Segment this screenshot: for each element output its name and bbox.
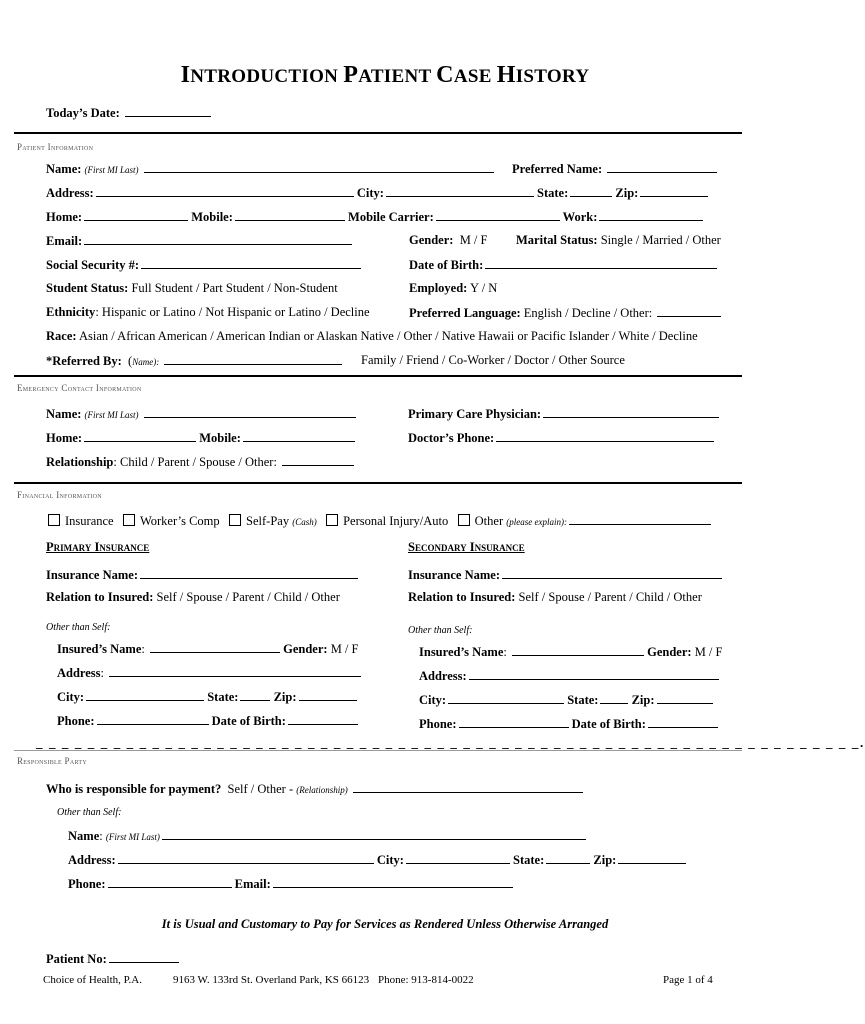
primary-address-field[interactable] <box>109 664 361 677</box>
secondary-address-field[interactable] <box>469 667 719 680</box>
pcp-row: Primary Care Physician: <box>408 405 719 422</box>
payment-notice: It is Usual and Customary to Pay for Services as Rendered Unless Otherwise Arranged <box>161 917 609 931</box>
race-row: Race: Asian / African American / American Indian or Alaskan Native / Other / Native Hawaii or Pacific Islander / White / Decline <box>46 329 698 343</box>
marital-status-row: Marital Status: Single / Married / Other <box>516 233 721 247</box>
student-options[interactable]: Full Student / Part Student / Non-Student <box>131 281 338 295</box>
ssn-row: Social Security #: <box>46 256 361 273</box>
footer-company: Choice of Health, P.A. <box>43 974 142 986</box>
section-financial-information: Financial Information <box>17 490 102 500</box>
responsible-email-field[interactable] <box>273 875 513 888</box>
footer-address: 9163 W. 133rd St. Overland Park, KS 66123 <box>173 974 370 986</box>
dob-field[interactable] <box>485 256 717 269</box>
referred-name-field[interactable] <box>164 352 342 365</box>
doctor-phone-row: Doctor’s Phone: <box>408 429 714 446</box>
city-field[interactable] <box>386 184 534 197</box>
primary-insured-name-field[interactable] <box>150 640 280 653</box>
section-responsible-party: Responsible Party <box>17 756 88 766</box>
emergency-phone-row: Home: Mobile: <box>46 429 355 446</box>
responsible-other-than-self: Other than Self: <box>57 807 122 818</box>
ethnicity-row: Ethnicity: Hispanic or Latino / Not Hispanic or Latino / Decline <box>46 305 370 319</box>
dob-row: Date of Birth: <box>409 256 717 273</box>
employed-row: Employed: Y / N <box>409 281 498 295</box>
responsible-address-field[interactable] <box>118 851 374 864</box>
primary-city-field[interactable] <box>86 688 204 701</box>
responsible-state-field[interactable] <box>546 851 590 864</box>
responsible-phone-row: Phone: Email: <box>68 875 513 892</box>
ssn-field[interactable] <box>141 256 361 269</box>
relationship-row: Relationship: Child / Parent / Spouse / Other: <box>46 453 354 470</box>
divider <box>14 132 742 134</box>
secondary-address-row: Address: <box>419 667 719 684</box>
home-phone-field[interactable] <box>84 208 188 221</box>
preferred-name-field[interactable] <box>607 160 717 173</box>
secondary-insured-name-row: Insured’s Name: Gender: M / F <box>419 645 723 659</box>
emergency-home-field[interactable] <box>84 429 196 442</box>
responsible-zip-field[interactable] <box>618 851 686 864</box>
responsible-address-row: Address: City: State: Zip: <box>68 851 686 868</box>
email-row: Email: <box>46 232 352 249</box>
secondary-relation-options[interactable]: Self / Spouse / Parent / Child / Other <box>518 590 702 604</box>
section-patient-information: Patient Information <box>17 142 94 152</box>
doctor-phone-field[interactable] <box>496 429 714 442</box>
primary-address-row: Address: <box>57 664 361 681</box>
personal-injury-checkbox[interactable]: Personal Injury/Auto <box>326 514 448 528</box>
patient-number-field[interactable] <box>109 950 179 963</box>
primary-relation-options[interactable]: Self / Spouse / Parent / Child / Other <box>156 590 340 604</box>
divider <box>14 482 742 484</box>
responsible-payment-row: Who is responsible for payment? Self / Other - (Relationship) <box>46 780 583 798</box>
email-field[interactable] <box>84 232 352 245</box>
gender-options[interactable]: M / F <box>459 233 488 247</box>
marital-options[interactable]: Single / Married / Other <box>600 233 721 247</box>
gender-row: Gender: M / F <box>409 233 488 247</box>
responsible-name-row: Name: (First MI Last) <box>68 827 586 845</box>
primary-relation-row: Relation to Insured: Self / Spouse / Parent / Child / Other <box>46 590 340 604</box>
secondary-other-than-self: Other than Self: <box>408 625 473 636</box>
secondary-phone-field[interactable] <box>459 715 569 728</box>
primary-insurance-name-field[interactable] <box>140 566 358 579</box>
address-field[interactable] <box>96 184 354 197</box>
responsible-name-field[interactable] <box>162 827 586 840</box>
primary-insurance-name-row: Insurance Name: <box>46 566 358 583</box>
secondary-insurance-name-field[interactable] <box>502 566 722 579</box>
workers-comp-checkbox[interactable]: Worker’s Comp <box>123 514 220 528</box>
secondary-relation-row: Relation to Insured: Self / Spouse / Parent / Child / Other <box>408 590 702 604</box>
relationship-other-field[interactable] <box>282 453 354 466</box>
work-phone-field[interactable] <box>599 208 703 221</box>
referral-source-options[interactable]: Family / Friend / Co-Worker / Doctor / Other Source <box>361 353 625 367</box>
primary-dob-field[interactable] <box>288 712 358 725</box>
patient-name-row: Name: (First MI Last) <box>46 160 494 178</box>
secondary-dob-field[interactable] <box>648 715 718 728</box>
race-options[interactable]: Asian / African American / American Indian or Alaskan Native / Other / Native Hawaii or Pacific Islander / White / Decline <box>78 329 698 343</box>
todays-date-row: Today’s Date: <box>46 104 211 121</box>
footer-page-number: Page 1 of 4 <box>663 974 713 986</box>
preferred-name-row: Preferred Name: <box>512 160 717 177</box>
zip-field[interactable] <box>640 184 708 197</box>
secondary-insurance-heading: Secondary Insurance <box>408 540 525 554</box>
payment-type-row <box>48 512 711 530</box>
secondary-city-row: City: State: Zip: <box>419 691 713 708</box>
secondary-insured-name-field[interactable] <box>512 643 644 656</box>
primary-insurance-heading: Primary Insurance <box>46 540 150 554</box>
emergency-name-field[interactable] <box>144 405 356 418</box>
other-payment-checkbox[interactable]: Other (please explain): <box>458 514 567 528</box>
preferred-language-row: Preferred Language: English / Decline / Other: <box>409 304 721 321</box>
secondary-phone-row: Phone: Date of Birth: <box>419 715 718 732</box>
self-pay-checkbox[interactable]: Self-Pay (Cash) <box>229 514 317 528</box>
address-row: Address: City: State: Zip: <box>46 184 708 201</box>
student-status-row: Student Status: Full Student / Part Student / Non-Student <box>46 281 338 295</box>
ethnicity-options[interactable]: : Hispanic or Latino / Not Hispanic or Latino / Decline <box>95 305 370 319</box>
responsible-relationship-field[interactable] <box>353 780 583 793</box>
primary-zip-field[interactable] <box>299 688 357 701</box>
mobile-carrier-field[interactable] <box>436 208 560 221</box>
other-payment-field[interactable] <box>569 512 711 525</box>
responsible-phone-field[interactable] <box>108 875 232 888</box>
patient-name-field[interactable] <box>144 160 494 173</box>
emergency-mobile-field[interactable] <box>243 429 355 442</box>
pcp-field[interactable] <box>543 405 719 418</box>
state-field[interactable] <box>570 184 612 197</box>
phone-row: Home: Mobile: Mobile Carrier: Work: <box>46 208 703 225</box>
primary-city-row: City: State: Zip: <box>57 688 357 705</box>
divider <box>14 750 742 751</box>
footer-phone: Phone: 913-814-0022 <box>378 974 474 986</box>
employed-options[interactable]: Y / N <box>470 281 498 295</box>
dashed-separator: _ _ _ _ _ _ _ _ _ _ _ _ _ _ _ _ _ _ _ _ _ _ _ _ _ _ _ _ _ _ _ _ _ _ _ _ _ _ _ _ _ _ _ _ _ _ _ _ _ _ _ _ _ _ _ _ _ _ _ _ _ _ _ _. <box>36 735 865 750</box>
mobile-phone-field[interactable] <box>235 208 345 221</box>
responsible-city-field[interactable] <box>406 851 510 864</box>
page-title: INTRODUCTION PATIENT CASE HISTORY <box>180 62 590 88</box>
secondary-insurance-name-row: Insurance Name: <box>408 566 722 583</box>
primary-phone-row: Phone: Date of Birth: <box>57 712 358 729</box>
patient-number-row: Patient No: <box>46 950 179 967</box>
secondary-city-field[interactable] <box>448 691 564 704</box>
primary-state-field[interactable] <box>240 688 270 701</box>
primary-insured-name-row: Insured’s Name: Gender: M / F <box>57 642 359 656</box>
referred-by-row: *Referred By: (Name): <box>46 352 342 370</box>
primary-phone-field[interactable] <box>97 712 209 725</box>
todays-date-field[interactable] <box>125 104 211 117</box>
divider <box>14 375 742 377</box>
secondary-zip-field[interactable] <box>657 691 713 704</box>
insurance-checkbox[interactable]: Insurance <box>48 514 114 528</box>
primary-other-than-self: Other than Self: <box>46 622 111 633</box>
language-other-field[interactable] <box>657 304 721 317</box>
secondary-state-field[interactable] <box>600 691 628 704</box>
emergency-name-row: Name: (First MI Last) <box>46 405 356 423</box>
section-emergency-contact: Emergency Contact Information <box>17 383 142 393</box>
